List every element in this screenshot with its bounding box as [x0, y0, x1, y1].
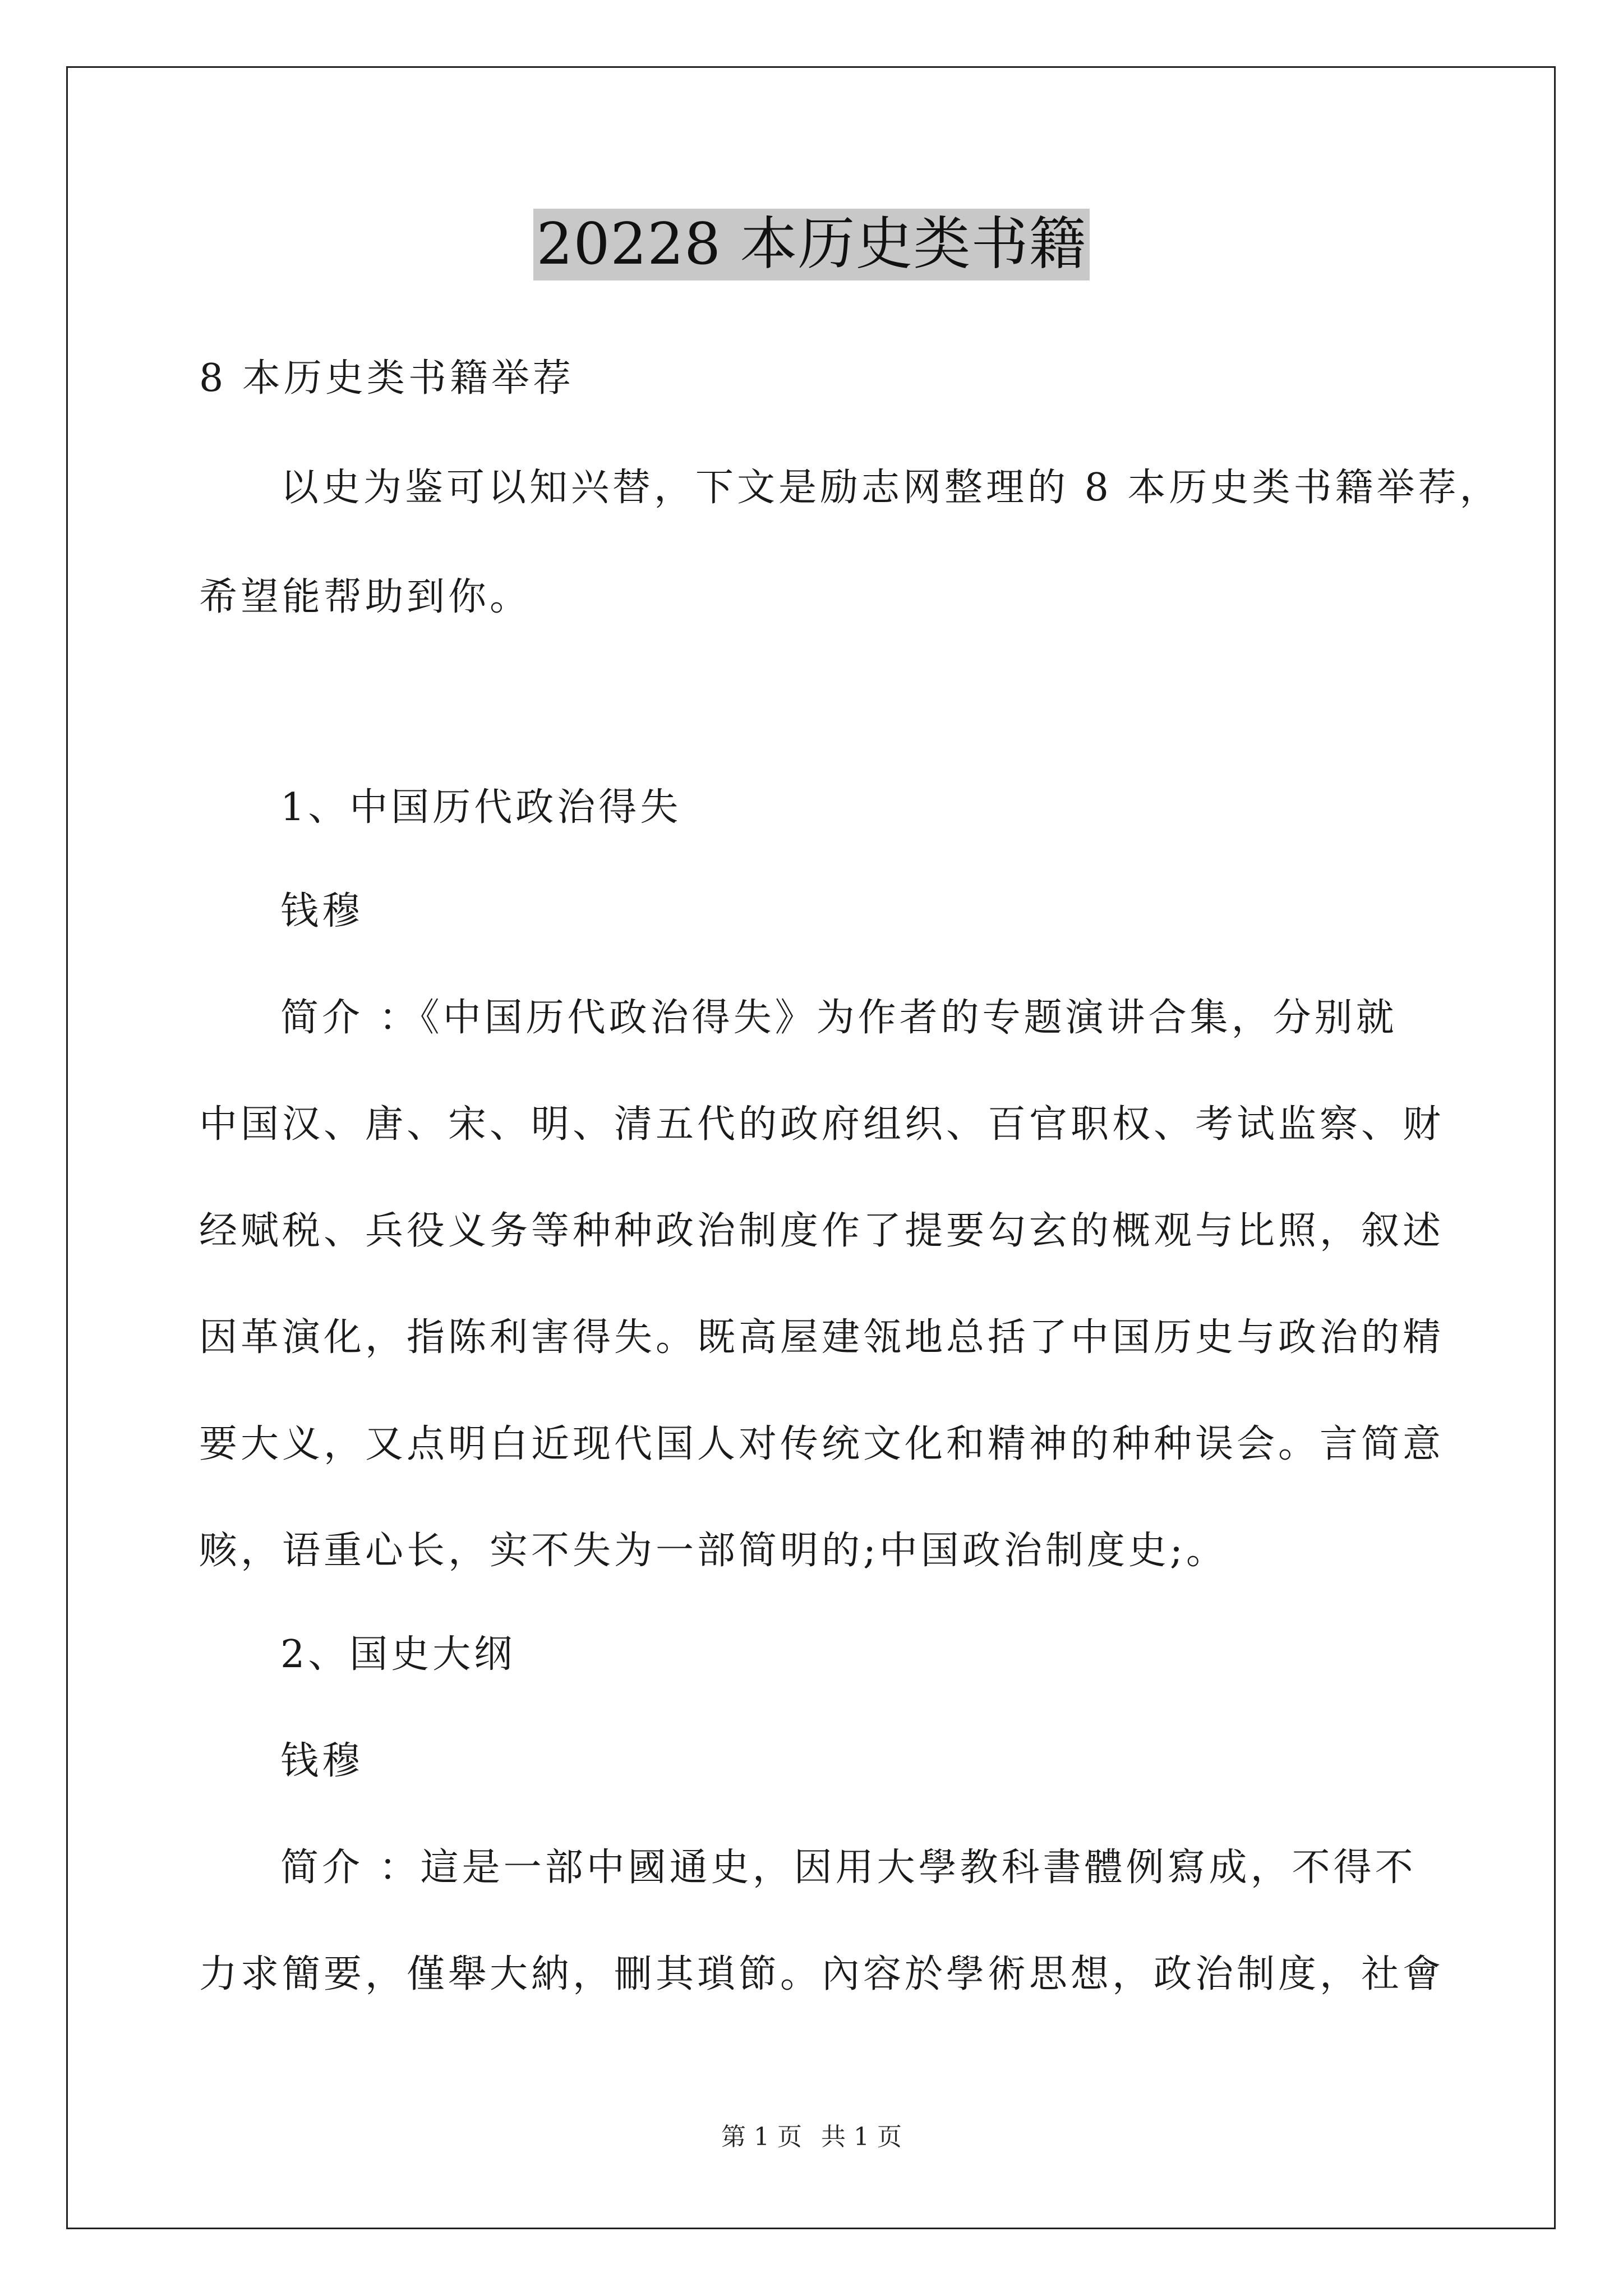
page-footer [0, 2120, 1623, 2154]
page-total: 共 1 页 [821, 2123, 902, 2151]
intro-line-2: 希望能帮助到你。 [199, 575, 532, 619]
book-1-summary-line: 简介 ：《中国历代政治得失》为作者的专题演讲合集，分别就 [280, 996, 1398, 1040]
book-1-summary-line: 中国汉、唐、宋、明、清五代的政府组织、百官职权、考试监察、财 [199, 1102, 1445, 1147]
page-number: 第 1 页 [721, 2123, 802, 2151]
subtitle: 8 本历史类书籍举荐 [199, 356, 574, 401]
book-1-author: 钱穆 [280, 889, 364, 933]
book-2-heading: 2、国史大纲 [280, 1632, 516, 1677]
book-2-summary-line: 简介 ：這是一部中國通史，因用大學教科書體例寫成，不得不 [280, 1846, 1417, 1890]
book-1-heading: 1、中国历代政治得失 [280, 785, 682, 830]
book-1-summary-line: 经赋税、兵役义务等种种政治制度作了提要勾玄的概观与比照，叙述 [199, 1209, 1445, 1253]
book-2-summary-line: 力求簡要，僅舉大納，刪其瑣節。內容於學術思想，政治制度，社會 [199, 1952, 1445, 1996]
book-2-author: 钱穆 [280, 1739, 364, 1783]
document-title: 20228 本历史类书籍 [533, 209, 1090, 280]
book-1-summary-line: 因革演化，指陈利害得失。既高屋建瓴地总括了中国历史与政治的精 [199, 1315, 1445, 1360]
book-1-summary-line: 赅，语重心长，实不失为一部简明的;中国政治制度史;。 [199, 1529, 1228, 1573]
title-wrap [0, 209, 1623, 280]
book-1-summary-line: 要大义，又点明白近现代国人对传统文化和精神的种种误会。言简意 [199, 1422, 1445, 1466]
intro-line-1: 以史为鉴可以知兴替，下文是励志网整理的 8 本历史类书籍举荐， [280, 466, 1501, 510]
